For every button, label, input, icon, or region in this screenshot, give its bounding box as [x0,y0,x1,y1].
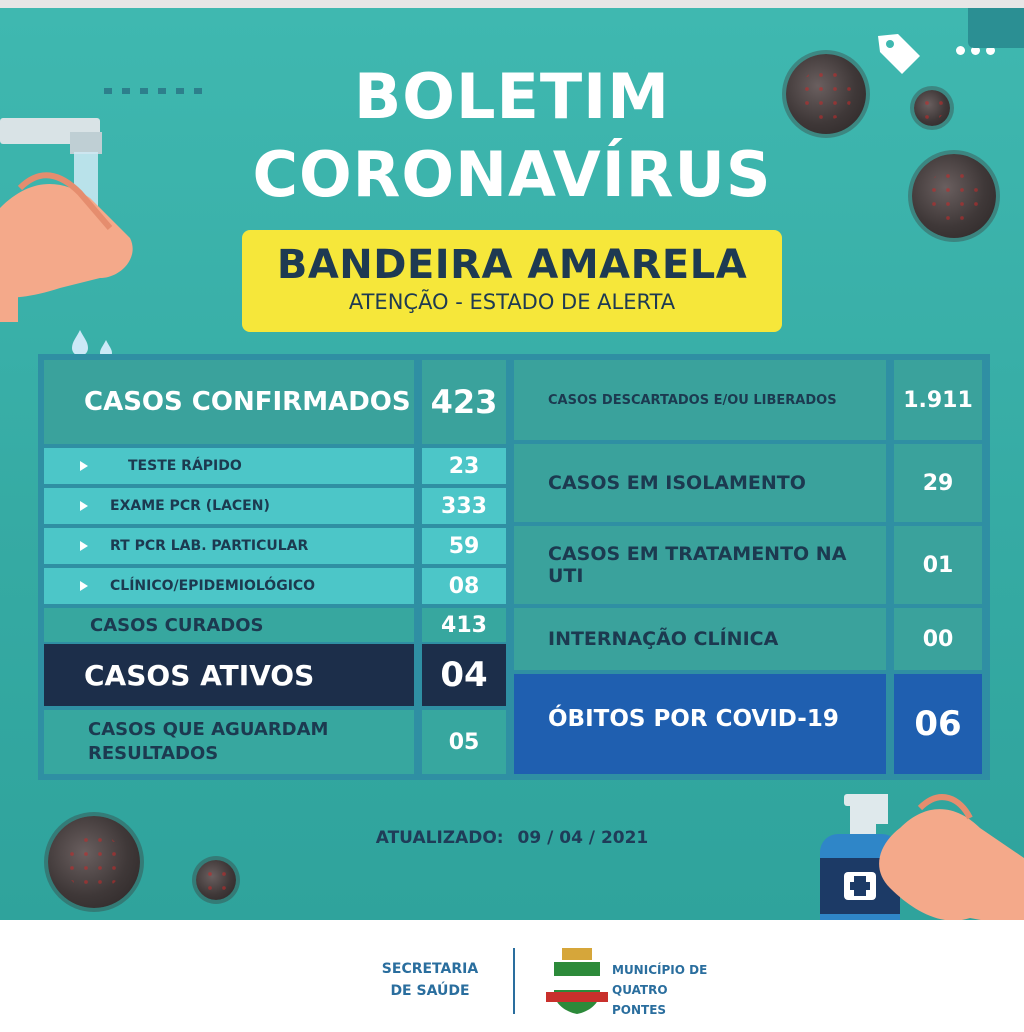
discarded-value: 1.911 [894,360,982,440]
cured-value: 413 [422,608,506,642]
corner-tab [968,8,1024,48]
clinical-value: 00 [894,608,982,670]
breakdown-row [44,568,414,604]
confirmed-label: CASOS CONFIRMADOS [44,360,414,444]
footer-divider [513,948,515,1014]
breakdown-value: 333 [422,488,506,524]
updated-label: ATUALIZADO: [375,828,504,848]
breakdown-label: RT PCR LAB. PARTICULAR [110,538,309,554]
isolation-label: CASOS EM ISOLAMENTO [514,444,886,522]
awaiting-value: 05 [422,710,506,774]
breakdown-value: 59 [422,528,506,564]
icu-label: CASOS EM TRATAMENTO NA UTI [514,526,886,604]
flag-subtitle: ATENÇÃO - ESTADO DE ALERTA [348,290,676,314]
title-line-1: BOLETIM [354,60,670,133]
secretaria-label [360,958,500,1002]
top-frame [0,0,1024,8]
stats-table [38,354,990,780]
secretaria-line2: DE SAÚDE [390,983,470,999]
bullet-icon [80,581,88,591]
deaths-label: ÓBITOS POR COVID-19 [514,674,886,774]
breakdown-value: 08 [422,568,506,604]
updated-date: 09 / 04 / 2021 [517,828,649,848]
deaths-value: 06 [894,674,982,774]
flag-banner [242,230,782,332]
bullet-icon [80,461,88,471]
active-value: 04 [422,644,506,706]
flag-label: BANDEIRA AMARELA [276,242,748,288]
breakdown-row [44,448,414,484]
active-label: CASOS ATIVOS [44,644,414,706]
footer [0,920,1024,1032]
clinical-label: INTERNAÇÃO CLÍNICA [514,608,886,670]
breakdown-value: 23 [422,448,506,484]
isolation-value: 29 [894,444,982,522]
awaiting-label-line1: CASOS QUE AGUARDAM [88,719,329,740]
title-line-2: CORONAVÍRUS [252,138,772,211]
breakdown-label: EXAME PCR (LACEN) [110,498,270,514]
breakdown-label: TESTE RÁPIDO [128,458,242,474]
awaiting-label [44,710,414,774]
breakdown-label: CLÍNICO/EPIDEMIOLÓGICO [110,578,316,594]
hands-icon [860,788,1024,920]
municipio-line1: MUNICÍPIO DE [612,963,708,977]
virus-icon [196,860,236,900]
municipio-line2: QUATRO PONTES [612,983,668,1017]
cured-label: CASOS CURADOS [44,608,414,642]
icu-value: 01 [894,526,982,604]
awaiting-label-line2: RESULTADOS [88,743,219,764]
coat-of-arms-icon [546,948,608,1016]
discarded-label: CASOS DESCARTADOS E/OU LIBERADOS [514,360,886,440]
breakdown-row [44,528,414,564]
municipio-label [612,960,722,1020]
confirmed-value: 423 [422,360,506,444]
bulletin-poster [0,8,1024,920]
bullet-icon [80,501,88,511]
bullet-icon [80,541,88,551]
breakdown-row [44,488,414,524]
secretaria-line1: SECRETARIA [381,961,479,977]
